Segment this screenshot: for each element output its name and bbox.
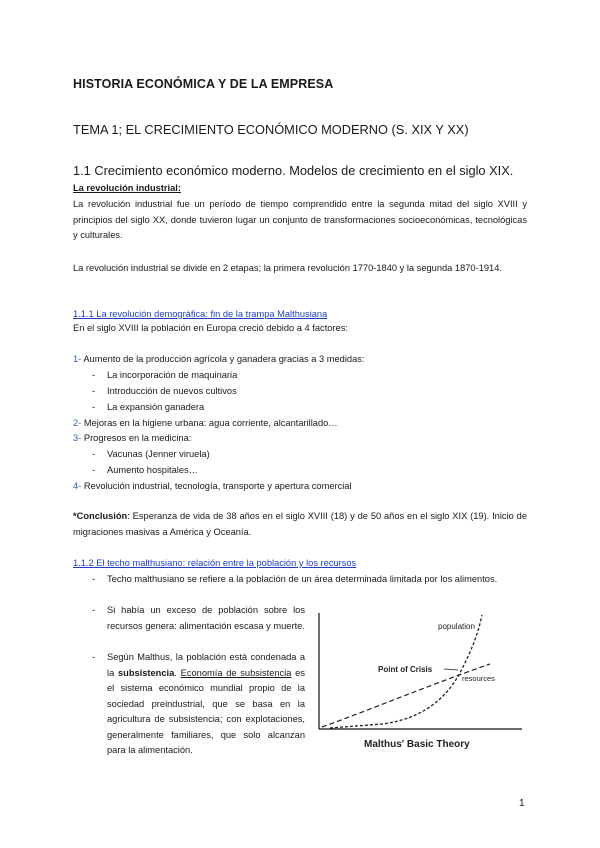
page-number: 1 [519,798,525,809]
intro-paragraph: La revolución industrial fue un período de tiempo comprendido entre la segunda mitad del siglo XVIII y principios del siglo XX, donde tuvieron lugar un conjunto de transformaciones socioeconómicas, tecnológicas y culturales. [73,199,527,240]
techo-bullet-3: Según Malthus, la población está condenada a la subsistencia. Economía de subsistencia es el sistema económico mundial propio de la sociedad preindustrial, que se basa en la agricultura de subsistencia; con explotaciones, generalmente familiares, que solo alcanzan para la alimentación. [107,652,306,755]
list-item: La expansión ganadera [107,402,205,412]
malthus-figure [312,609,526,755]
stages-paragraph: La revolución industrial se divide en 2 etapas; la primera revolución 1770-1840 y la segunda 1870-1914. [73,263,502,273]
section-heading: 1.1 Crecimiento económico moderno. Modelos de crecimiento en el siglo XIX. [73,163,514,178]
list-item: Vacunas (Jenner viruela) [107,449,210,459]
list-item: La incorporación de maquinaria [107,370,238,380]
techo-bullet-1: Techo malthusiano se refiere a la población de un área determinada limitada por los alimentos. [107,574,498,584]
crisis-pointer [444,669,458,670]
factor-1: 1- Aumento de la producción agrícola y ganadera gracias a 3 medidas: [73,354,365,364]
factor-4: 4- Revolución industrial, tecnología, transporte y apertura comercial [73,481,352,491]
techo-bullet-2: Si había un exceso de población sobre los recursos genera: alimentación escasa y muerte. [107,605,305,631]
document-title: HISTORIA ECONÓMICA Y DE LA EMPRESA [73,77,334,91]
demography-intro: En el siglo XVIII la población en Europa creció debido a 4 factores: [73,323,348,333]
subsection-heading: La revolución industrial: [73,183,181,193]
resources-label: resources [462,674,495,683]
list-item: Aumento hospitales… [107,465,198,475]
point-of-crisis-label: Point of Crisis [378,665,433,674]
factor-3: 3- Progresos en la medicina: [73,433,192,443]
bullet-dash: - [92,605,96,615]
population-label: population [438,622,475,631]
bullet-dash: - [92,652,96,662]
bullet-dash: - [92,574,96,584]
list-item: Introducción de nuevos cultivos [107,386,237,396]
demography-heading-link[interactable]: 1.1.1 La revolución demográfica: fin de la trampa Malthusiana [73,309,328,319]
factor-2: 2- Mejoras en la higiene urbana: agua corriente, alcantarillado… [73,418,338,428]
techo-heading-link[interactable]: 1.1.2 El techo malthusiano: relación entre la población y los recursos [73,558,357,568]
tema-heading: TEMA 1; EL CRECIMIENTO ECONÓMICO MODERNO (S. XIX Y XX) [73,122,469,137]
conclusion-paragraph: *Conclusión: Esperanza de vida de 38 años en el siglo XVIII (18) y de 50 años en el siglo XIX (19). Inicio de migraciones masivas a América y Oceanía. [73,511,527,537]
figure-caption: Malthus' Basic Theory [364,739,470,750]
